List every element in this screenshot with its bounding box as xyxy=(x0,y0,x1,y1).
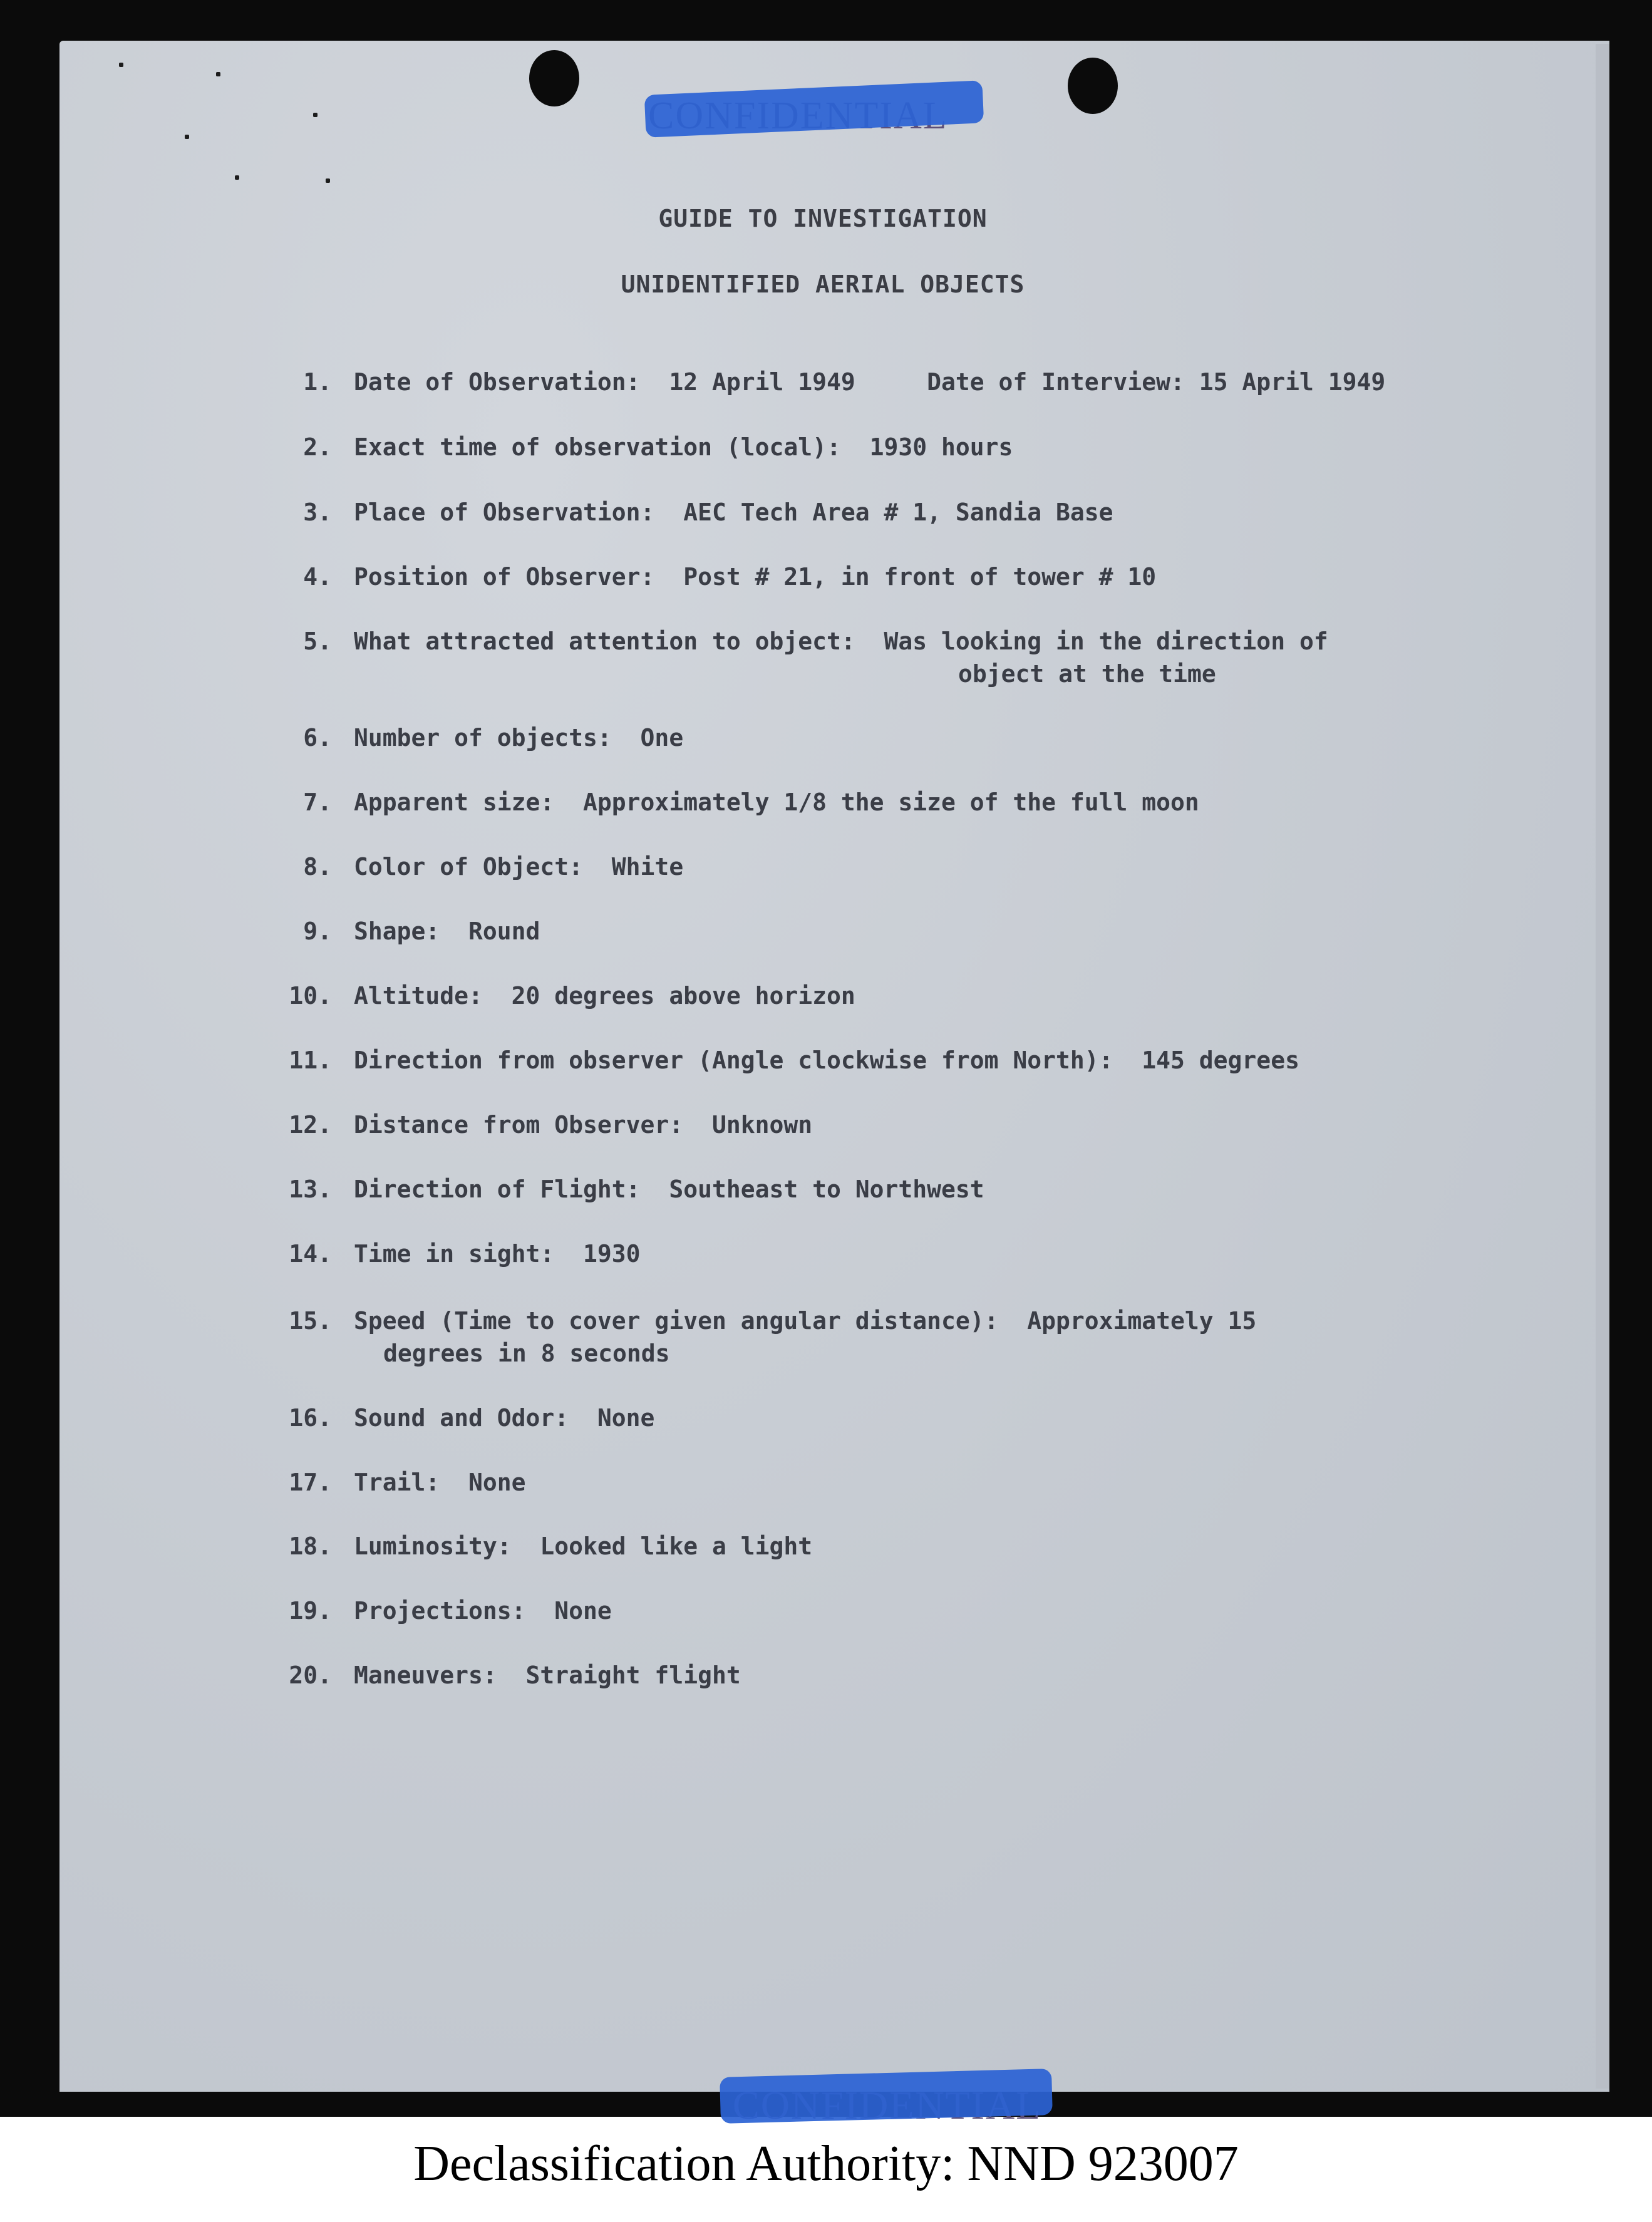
item-number: 13. xyxy=(289,1176,332,1203)
paper-fleck xyxy=(326,178,330,183)
item-text: What attracted attention to object: Was looking in the direction of xyxy=(354,628,1328,655)
item-text: Sound and Odor: None xyxy=(354,1404,655,1432)
item-number: 3. xyxy=(303,499,332,526)
item-text: Number of objects: One xyxy=(354,724,684,752)
item-text: Time in sight: 1930 xyxy=(354,1240,641,1268)
paper-fleck xyxy=(235,175,239,180)
item-text-continued: degrees in 8 seconds xyxy=(383,1340,670,1367)
punch-hole-left xyxy=(529,50,579,106)
redaction-mark-bottom xyxy=(720,2069,1053,2124)
paper-fleck xyxy=(313,113,317,117)
item-number: 19. xyxy=(289,1597,332,1625)
item-text: Apparent size: Approximately 1/8 the size of the full moon xyxy=(354,788,1199,816)
item-number: 7. xyxy=(303,788,332,816)
item-number: 6. xyxy=(303,724,332,752)
item-number: 5. xyxy=(303,628,332,655)
item-text: Distance from Observer: Unknown xyxy=(354,1111,813,1139)
item-number: 9. xyxy=(303,917,332,945)
item-text: Shape: Round xyxy=(354,917,540,945)
item-text: Direction from observer (Angle clockwise from North): 145 degrees xyxy=(354,1046,1299,1074)
item-text: Direction of Flight: Southeast to Northwest xyxy=(354,1176,984,1203)
punch-hole-right xyxy=(1068,58,1118,114)
paper-fleck xyxy=(216,72,220,76)
item-number: 11. xyxy=(289,1046,332,1074)
item-text: Trail: None xyxy=(354,1469,526,1496)
paper-fleck xyxy=(185,135,189,139)
item-text: Speed (Time to cover given angular distance): Approximately 15 xyxy=(354,1307,1257,1335)
item-number: 1. xyxy=(303,368,332,396)
item-number: 14. xyxy=(289,1240,332,1268)
item-text: Projections: None xyxy=(354,1597,612,1625)
item-number: 2. xyxy=(303,433,332,461)
item-number: 12. xyxy=(289,1111,332,1139)
item-number: 8. xyxy=(303,853,332,881)
item-text: Date of Observation: 12 April 1949 Date of Interview: 15 April 1949 xyxy=(354,368,1386,396)
item-number: 18. xyxy=(289,1532,332,1560)
item-text: Luminosity: Looked like a light xyxy=(354,1532,813,1560)
item-text: Maneuvers: Straight flight xyxy=(354,1661,741,1689)
item-number: 16. xyxy=(289,1404,332,1432)
item-text: Altitude: 20 degrees above horizon xyxy=(354,982,855,1010)
item-text: Position of Observer: Post # 21, in front of tower # 10 xyxy=(354,563,1157,591)
declassification-footer: Declassification Authority: NND 923007 xyxy=(413,2136,1239,2191)
item-number: 17. xyxy=(289,1469,332,1496)
page-edge xyxy=(1596,44,1609,2089)
paper-fleck xyxy=(119,63,123,67)
item-text-continued: object at the time xyxy=(958,660,1216,688)
item-number: 10. xyxy=(289,982,332,1010)
item-number: 20. xyxy=(289,1661,332,1689)
item-number: 15. xyxy=(289,1307,332,1335)
document-subtitle: UNIDENTIFIED AERIAL OBJECTS xyxy=(621,271,1025,298)
item-text: Exact time of observation (local): 1930 hours xyxy=(354,433,1013,461)
document-title: GUIDE TO INVESTIGATION xyxy=(658,205,988,232)
item-text: Color of Object: White xyxy=(354,853,684,881)
item-text: Place of Observation: AEC Tech Area # 1, Sandia Base xyxy=(354,499,1113,526)
item-number: 4. xyxy=(303,563,332,591)
